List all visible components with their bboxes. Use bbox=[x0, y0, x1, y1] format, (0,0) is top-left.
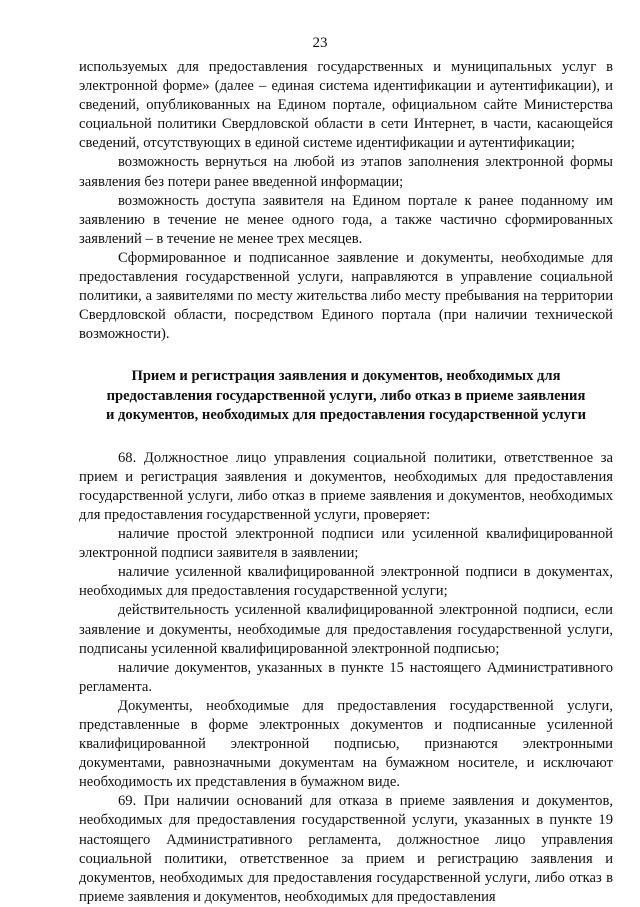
section-heading bbox=[79, 367, 613, 424]
document-body bbox=[79, 58, 613, 907]
section-heading-line-3: и документов, необходимых для предоставления государственной услуги bbox=[105, 406, 587, 423]
paragraph-access-to-application: возможность доступа заявителя на Едином портале к ранее поданному им заявлению в течение не менее одного года, а также частично сформированных заявлений – в течение не менее трех месяцев. bbox=[79, 192, 613, 247]
paragraph-simple-signature-check: наличие простой электронной подписи или усиленной квалифицированной электронной подписи заявителя в заявлении; bbox=[79, 526, 613, 562]
paragraph-submission: Сформированное и подписанное заявление и документы, необходимые для предоставления государственной услуги, направляются в управление социальной политики, а заявителями по месту жительства либо месту пребывания на территории Свердловской области, посредством Единого портала (при наличии технической возможности). bbox=[79, 249, 613, 343]
paragraph-signature-validity: действительность усиленной квалифицированной электронной подписи, если заявление и документы, необходимые для предоставления государственной услуги, подписаны усиленной квалифицированной электронной подписью; bbox=[79, 602, 613, 657]
paragraph-electronic-documents: Документы, необходимые для предоставления государственной услуги, представленные в форме электронных документов и подписанные усиленной квалифицированной электронной подписью, признаются электронными документами, равнозначными документам на бумажном носителе, и исключают необходимость их представления в бумажном виде. bbox=[79, 697, 613, 791]
section-heading-line-2: предоставления государственной услуги, либо отказ в приеме заявления bbox=[106, 387, 586, 404]
section-heading-line-1: Прием и регистрация заявления и документов, необходимых для bbox=[131, 368, 561, 385]
paragraph-item-68: 68. Должностное лицо управления социальной политики, ответственное за прием и регистрация заявления и документов, необходимых для предоставления государственной услуги, либо отказ в приеме заявления и документов, необходимых для предоставления государственной услуги, проверяет: bbox=[79, 449, 613, 523]
paragraph-return-to-step: возможность вернуться на любой из этапов заполнения электронной формы заявления без потери ранее введенной информации; bbox=[79, 154, 613, 190]
paragraph-continuation: используемых для предоставления государственных и муниципальных услуг в электронной форме» (далее – единая система идентификации и аутентификации), и сведений, опубликованных на Едином портале, официальном сайте Министерства социальной политики Свердловской области в сети Интернет, в части, касающейся сведений, отсутствующих в единой системе идентификации и аутентификации; bbox=[79, 59, 613, 152]
paragraph-documents-present: наличие документов, указанных в пункте 15 настоящего Административного регламента. bbox=[79, 659, 613, 695]
page-number: 23 bbox=[312, 35, 328, 51]
paragraph-qualified-signature-check: наличие усиленной квалифицированной электронной подписи в документах, необходимых для предоставления государственной услуги; bbox=[79, 564, 613, 600]
paragraph-item-69: 69. При наличии оснований для отказа в приеме заявления и документов, необходимых для предоставления государственной услуги, указанных в пункте 19 настоящего Административного регламента, должностное лицо управления социальной политики, ответственное за прием и регистрацию заявления и документов, необходимых для предоставления государственной услуги, либо отказ в приеме заявления и документов, необходимых для предоставления bbox=[79, 793, 613, 905]
